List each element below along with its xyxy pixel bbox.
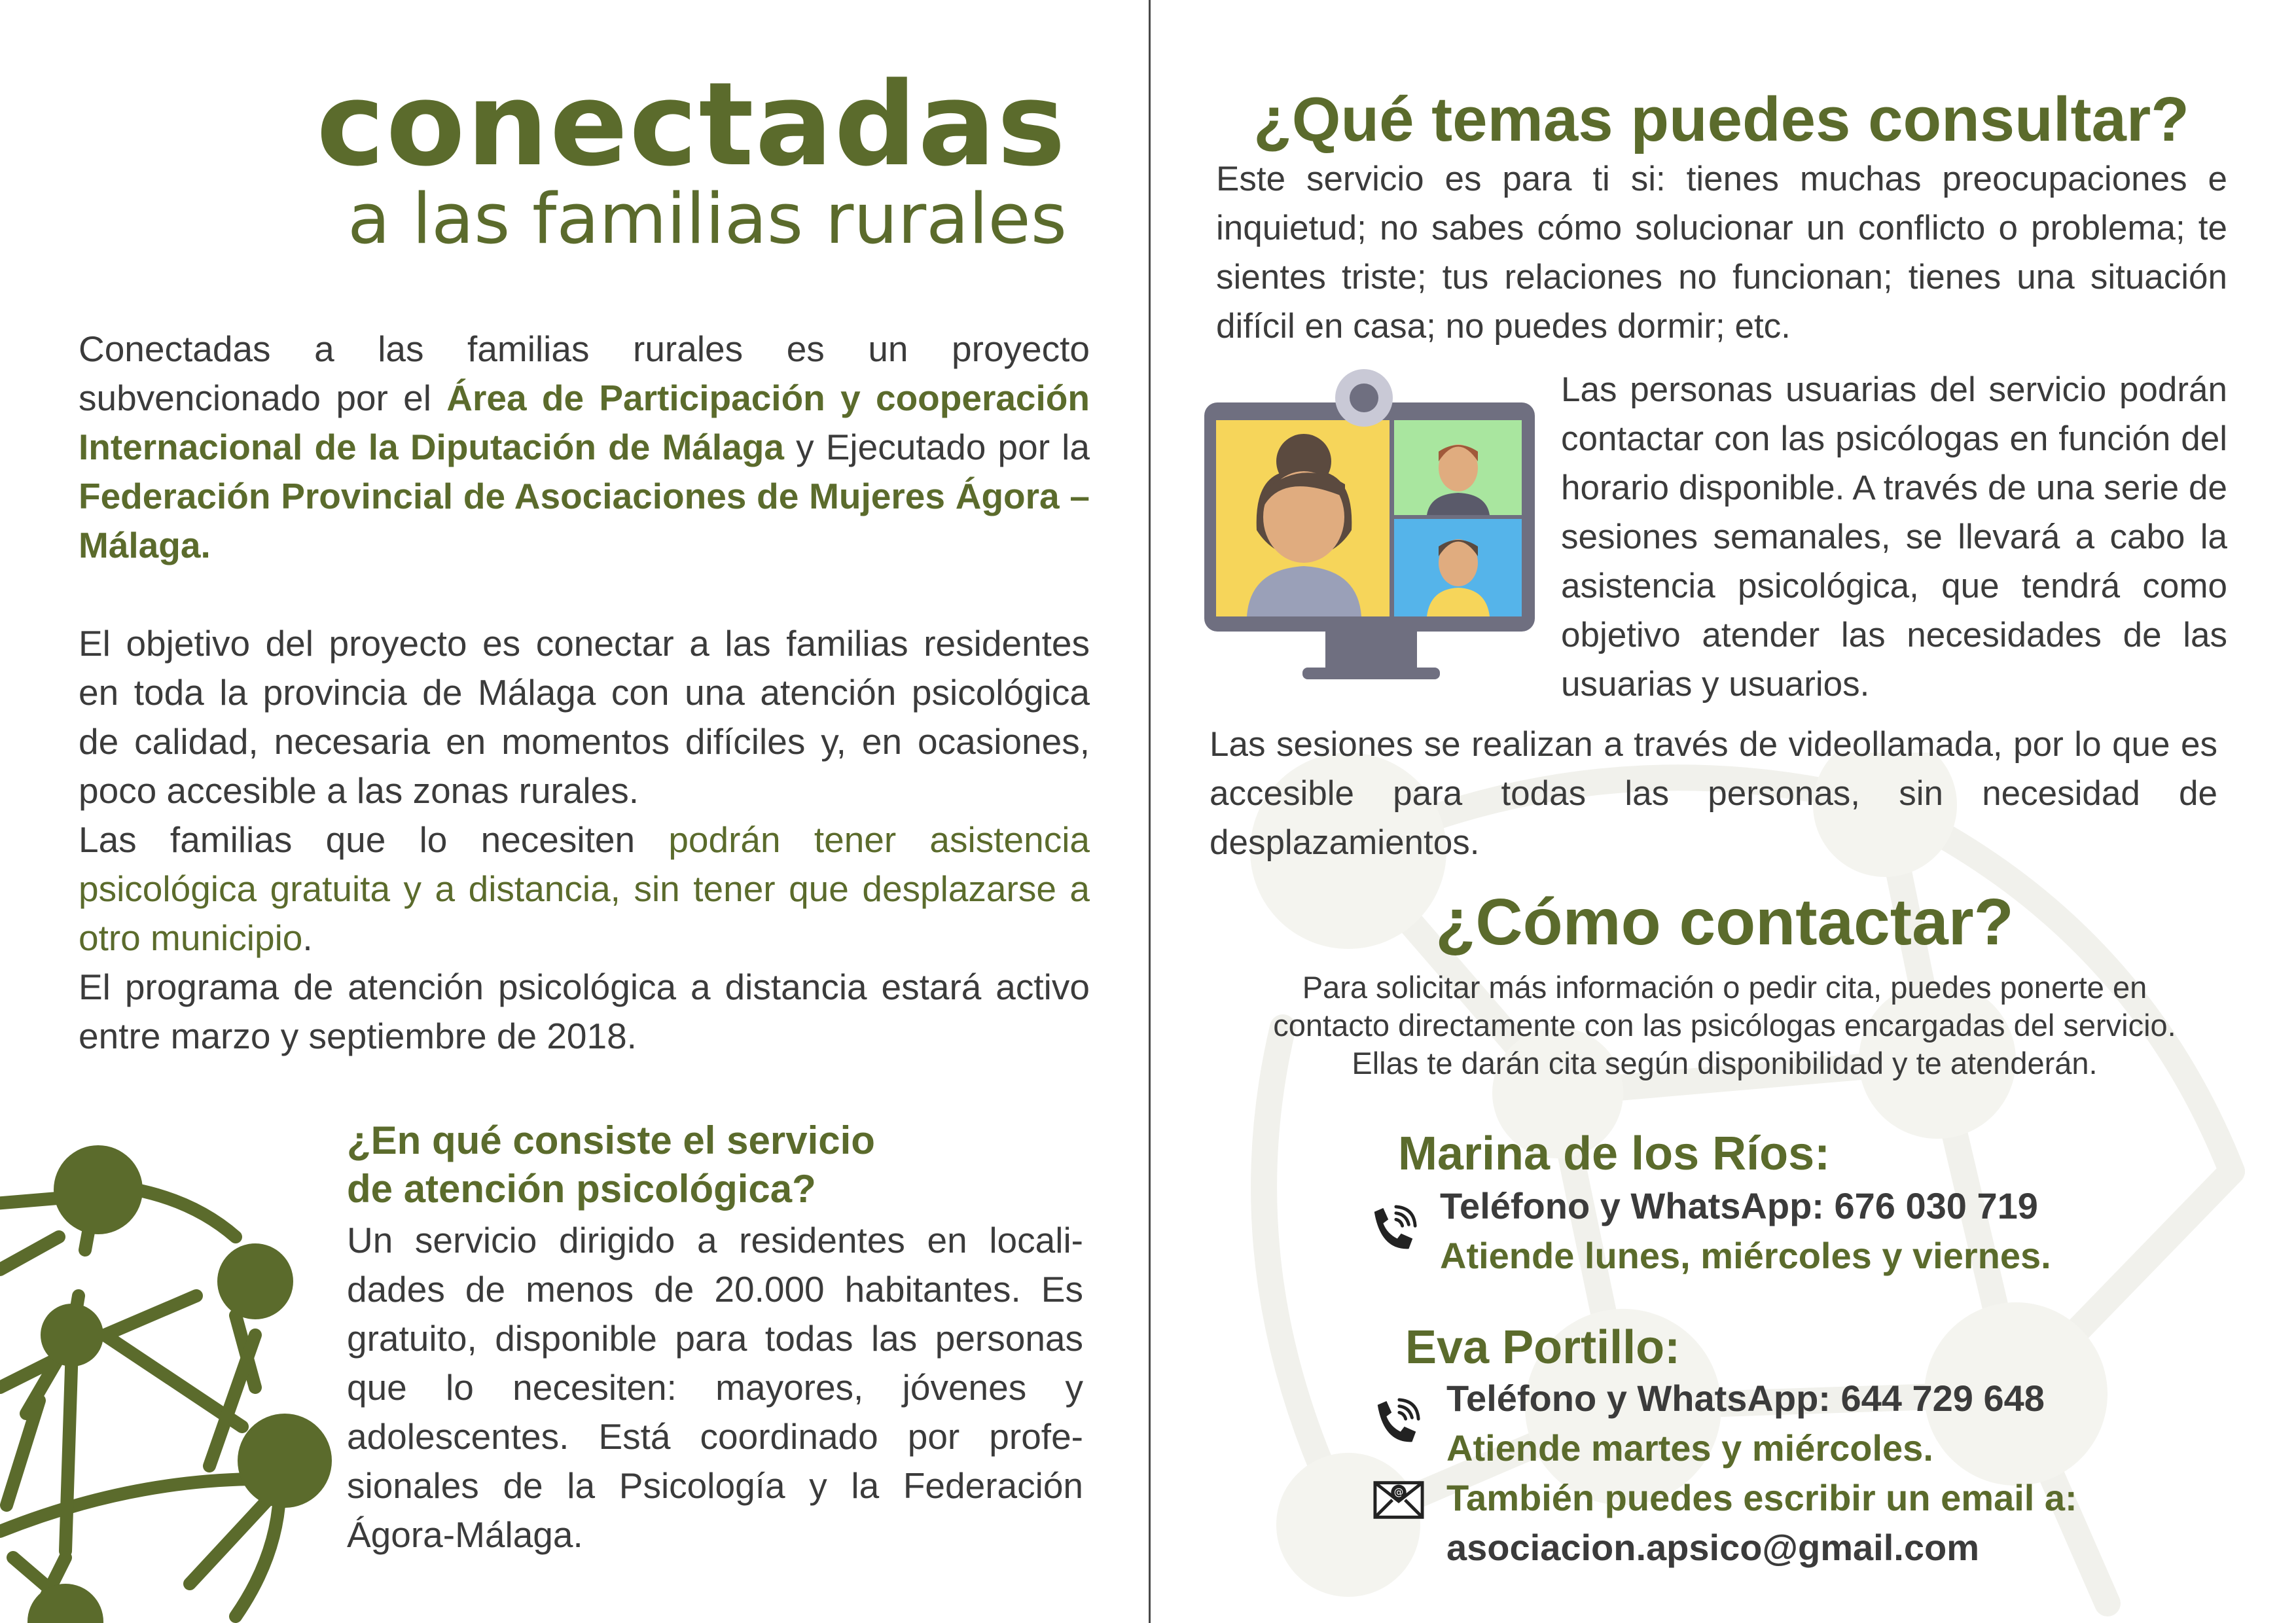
intro-text-1: Conectadas a las familias rurales es un proyecto subvencionado por el — [79, 329, 1090, 418]
intro-paragraph — [79, 325, 1090, 570]
phone-icon — [1371, 1397, 1422, 1448]
program-paragraph: El programa de atención psicológica a distancia estará activo entre marzo y septiembre de 2018. — [79, 967, 1090, 1056]
page-fold-divider — [1149, 0, 1151, 1623]
topics-heading: ¿Qué temas puedes consultar? — [1253, 84, 2189, 154]
contact-heading: ¿Cómo contactar? — [1435, 885, 2014, 959]
contact-phone-marina[interactable]: Teléfono y WhatsApp: 676 030 719 — [1440, 1185, 2038, 1226]
contact-email-address[interactable]: asociacion.apsico@gmail.com — [1446, 1527, 1979, 1568]
contact-name-eva: Eva Portillo: — [1405, 1321, 1681, 1374]
contact-schedule-eva: Atiende martes y miércoles. — [1446, 1427, 1933, 1469]
families-highlight: podrán tener asistencia psicológica gratuita y a distancia, sin tener que desplazarse a otro municipio — [79, 819, 1090, 958]
families-paragraph — [79, 815, 1090, 963]
objective-paragraph: El objetivo del proyecto es conectar a las familias residentes en toda la provincia de Málaga con una atención psicológica de calidad, necesaria en momentos difíciles y, en ocasiones, poco accesible a las zonas rurales. — [79, 623, 1090, 811]
video-call-icon — [1198, 366, 1538, 687]
topics-paragraph: Este servicio es para ti si: tienes muchas preocupaciones e inquietud; no sabes cómo solucionar un conflicto o problema; te sientes triste; tus relaciones no funcionan; tienes una situación difícil en casa; no puedes dormir; etc. — [1216, 160, 2227, 346]
contact-email-label: También puedes escribir un email a: — [1446, 1477, 2077, 1518]
contact-schedule-marina: Atiende lunes, miércoles y viernes. — [1440, 1235, 2051, 1276]
brochure-subtitle: a las familias rurales — [348, 179, 1067, 259]
contact-line-2: contacto directamente con las psicólogas encargadas del servicio. — [1273, 1008, 2176, 1043]
sessions-paragraph: Las sesiones se realizan a través de videollamada, por lo que es accesible para todas las personas, sin necesidad de desplazamientos. — [1210, 725, 2217, 862]
contact-line-1: Para solicitar más información o pedir cita, puedes ponerte en — [1302, 970, 2147, 1005]
service-question-heading — [347, 1116, 1086, 1213]
users-paragraph: Las personas usuarias del servicio podrán contactar con las psicólogas en función del horario disponible. A través de una serie de sesiones semanales, se llevará a cabo la asistencia psicológica, que tendrá como objetivo atender las necesidades de las usuarias y usuarios. — [1561, 370, 2227, 704]
phone-icon — [1368, 1204, 1419, 1255]
contact-phone-eva[interactable]: Teléfono y WhatsApp: 644 729 648 — [1446, 1378, 2045, 1419]
intro-funder: Área de Participación y cooperación Internacional de la Diputación de Málaga — [79, 378, 1090, 467]
email-icon — [1373, 1480, 1424, 1520]
contact-name-marina: Marina de los Ríos: — [1398, 1128, 1831, 1180]
objective-block — [79, 619, 1090, 1061]
service-description: Un servicio dirigido a residentes en localidades de menos de 20.000 habitantes. Es gratuito, disponible para todas las personas que lo necesiten: mayores, jóvenes y adolescentes. Está coordinado por profesionales de la Psicología y la Federación Ágora-Málaga. — [347, 1220, 1083, 1555]
service-question-line-2: de atención psicológica? — [347, 1167, 816, 1211]
intro-text-2: y Ejecutado por la — [783, 427, 1090, 467]
brochure-title: conectadas — [316, 58, 1067, 192]
families-text-1: Las familias que lo necesiten — [79, 819, 669, 860]
families-text-2: . — [302, 918, 313, 958]
svg-text:@: @ — [1393, 1487, 1404, 1499]
intro-executor: Federación Provincial de Asociaciones de Mujeres Ágora – Málaga. — [79, 476, 1090, 565]
network-icon — [0, 1139, 353, 1623]
contact-line-3: Ellas te darán cita según disponibilidad y te atenderán. — [1352, 1046, 2098, 1080]
contact-instructions — [1191, 969, 2258, 1082]
service-question-line-1: ¿En qué consiste el servicio — [347, 1118, 875, 1162]
